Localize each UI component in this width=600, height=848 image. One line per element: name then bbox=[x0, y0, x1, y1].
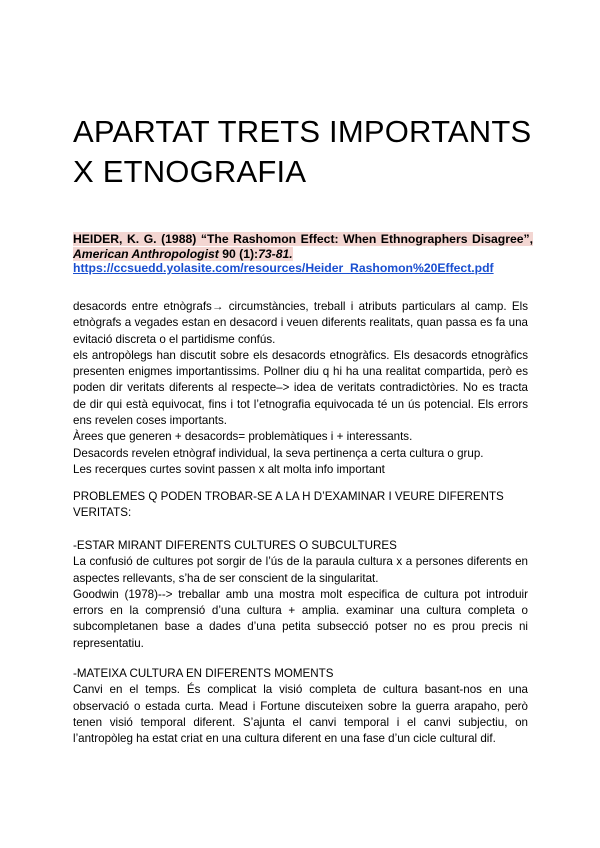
intro-paragraph: desacords entre etnògrafs→ circumstàncies, treball i atributs particulars al camp. Els etnògrafs a vegades estan en desacord i veuen diferents realitats, quan passa es fa una evitació discreta o el partidisme confús. bbox=[73, 300, 528, 346]
intro-paragraph: Les recerques curtes sovint passen x alt molta info important bbox=[73, 462, 385, 476]
citation-journal: American Anthropologist bbox=[73, 246, 219, 261]
problems-heading: PROBLEMES Q PODEN TROBAR-SE A LA H D’EXAMINAR I VEURE DIFERENTS VERITATS: bbox=[73, 490, 504, 520]
section-paragraph: Goodwin (1978)--> treballar amb una mostra molt especifica de cultura pot introduir errors en la comprensió d’una cultura + amplia. examinar una cultura completa o subcompletanen base a dades d’una petita subsecció potser no es prou precis ni representatiu. bbox=[73, 587, 528, 650]
intro-paragraph: els antropòlegs han discutit sobre els desacords etnogràfics. Els desacords etnogràfics presenten enigmes importantissims. Pollner diu q hi ha una realitat compartida, però es poden dir veritats diferents al respecte–> idea de veritats contradictòries. No es tracta de dir qui està equivocat, fins i tot l’etnografia equivocada té un ús potencial. Els errors ens revelen coses importants. bbox=[73, 348, 528, 428]
intro-paragraph: Àrees que generen + desacords= problemàtiques i + interessants. bbox=[73, 430, 413, 444]
section-heading: -ESTAR MIRANT DIFERENTS CULTURES O SUBCULTURES bbox=[73, 539, 397, 552]
section-same-culture-different-moments bbox=[73, 666, 528, 747]
citation-volume: 90 (1): bbox=[218, 246, 259, 261]
title-line-2: X ETNOGRAFIA bbox=[73, 154, 307, 189]
citation-authors: HEIDER, K. G. (1988) “The Rashomon Effect: When Ethnographers Disagree”, bbox=[73, 232, 533, 246]
section-heading: -MATEIXA CULTURA EN DIFERENTS MOMENTS bbox=[73, 667, 334, 680]
intro-paragraph: Desacords revelen etnògraf individual, la seva pertinença a certa cultura o grup. bbox=[73, 446, 484, 460]
section-different-cultures bbox=[73, 538, 528, 652]
reference-citation bbox=[73, 232, 533, 276]
section-paragraph: Canvi en el temps. És complicat la visió completa de cultura basant-nos en una observació o estada curta. Mead i Fortune discuteixen sobre la guerra arapaho, però tenen visió temporal diferent. S’ajunta el canvi temporal i el canvi subjectiu, on l’antropòleg ha estat criat en una cultura diferent en una fase d’un cicle cultural dif. bbox=[73, 683, 528, 746]
citation-pages: 73-81. bbox=[258, 246, 293, 261]
page-title bbox=[73, 112, 543, 192]
section-paragraph: La confusió de cultures pot sorgir de l’ús de la paraula cultura x a persones diferents en aspectes rellevants, s’ha de ser conscient de la singularitat. bbox=[73, 555, 528, 585]
citation-url-link[interactable]: https://ccsuedd.yolasite.com/resources/Heider_Rashomon%20Effect.pdf bbox=[73, 261, 494, 275]
intro-notes bbox=[73, 299, 528, 478]
problems-section bbox=[73, 489, 528, 522]
title-line-1: APARTAT TRETS IMPORTANTS bbox=[73, 114, 532, 149]
